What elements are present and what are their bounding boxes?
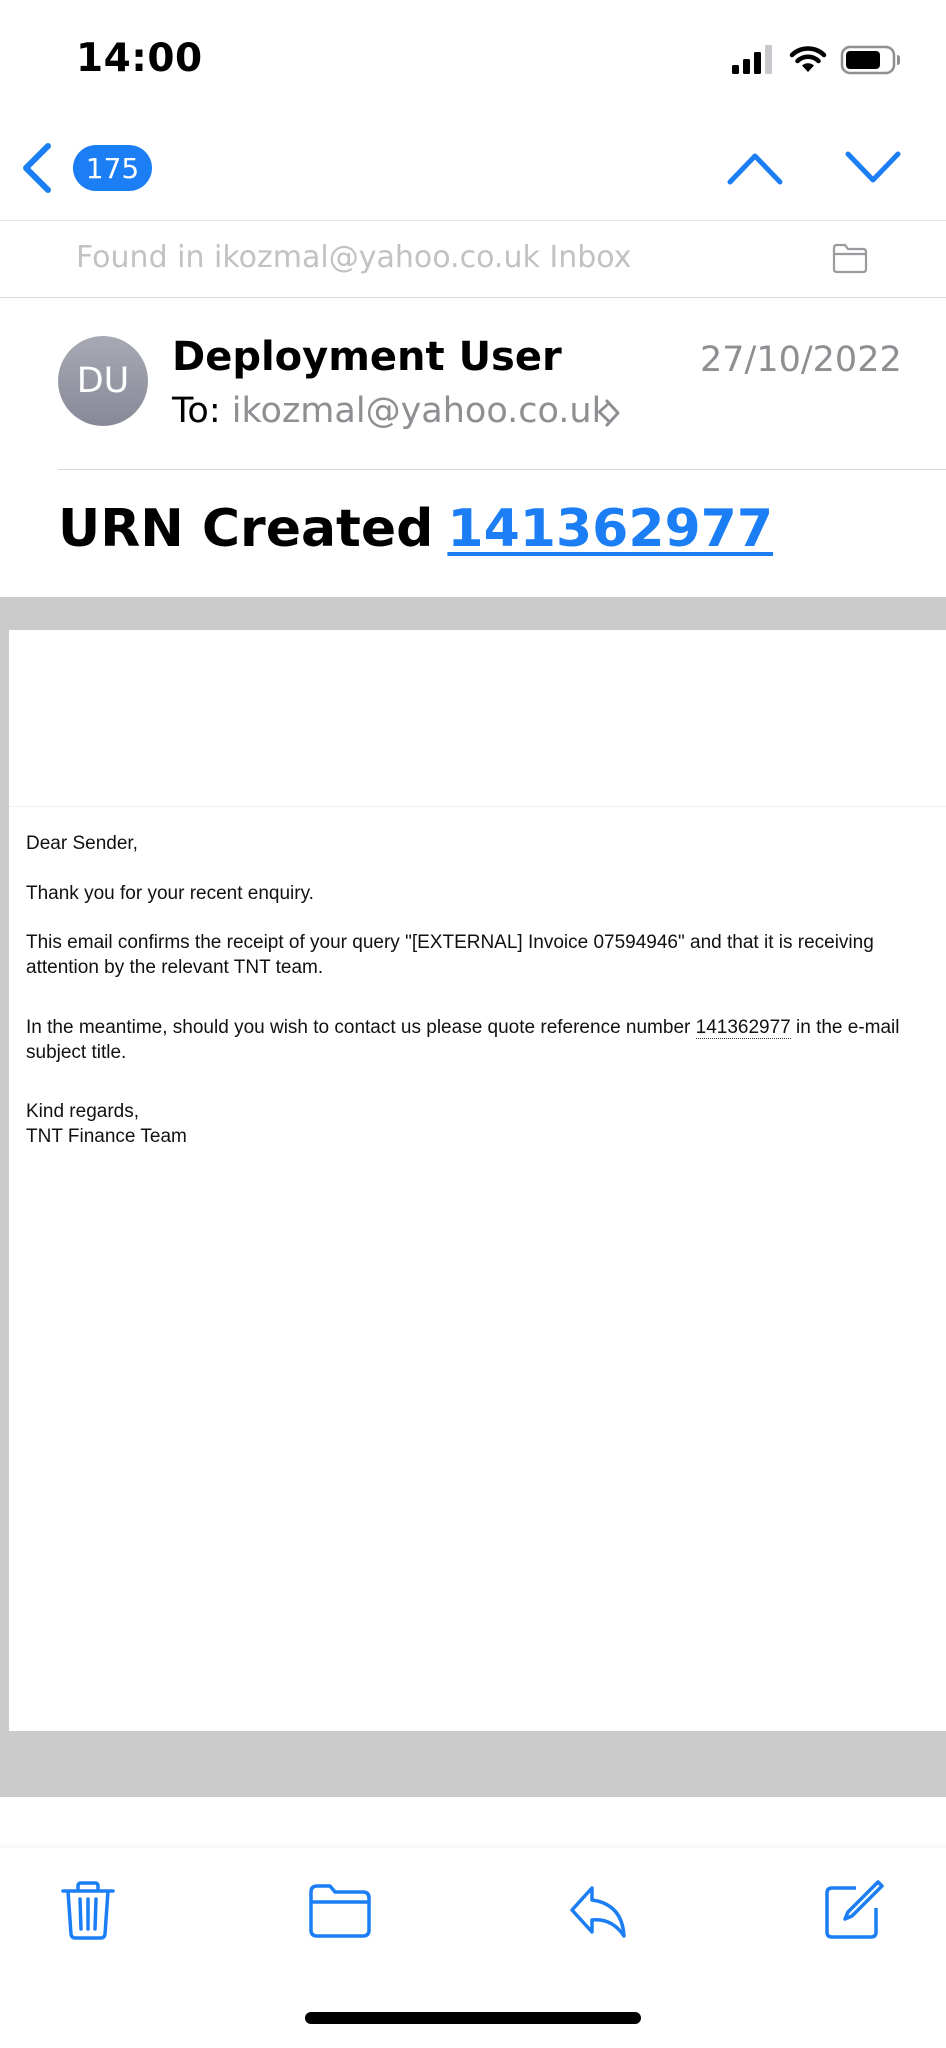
bottom-toolbar — [0, 1798, 946, 2048]
header-divider — [58, 469, 946, 470]
thanks-text: Thank you for your recent enquiry. — [26, 883, 314, 904]
to-label: To: — [172, 391, 221, 431]
move-to-folder-icon[interactable] — [308, 1878, 372, 1942]
recipient-line[interactable] — [172, 388, 612, 434]
message-date: 27/10/2022 — [700, 340, 902, 380]
greeting-text: Dear Sender, — [26, 833, 138, 854]
chevron-right-icon[interactable] — [604, 398, 622, 428]
wifi-icon — [788, 44, 828, 76]
reply-icon[interactable] — [566, 1878, 630, 1942]
reference-text-after: in the e-mail subject title. — [26, 1017, 900, 1063]
cellular-signal-icon — [730, 44, 776, 76]
trash-icon[interactable] — [56, 1878, 120, 1942]
message-subject — [58, 496, 773, 562]
reference-paragraph — [26, 1015, 926, 1065]
subject-reference-link[interactable]: 141362977 — [447, 499, 774, 559]
recipient-address: ikozmal@yahoo.co.uk — [231, 391, 612, 431]
status-time: 14:00 — [76, 36, 203, 81]
reference-number-link[interactable]: 141362977 — [695, 1017, 791, 1038]
reference-text-before: In the meantime, should you wish to contact us please quote reference number — [26, 1017, 696, 1038]
folder-icon[interactable] — [832, 242, 868, 274]
back-chevron-icon[interactable] — [18, 142, 58, 194]
compose-icon[interactable] — [822, 1878, 886, 1942]
sender-name[interactable]: Deployment User — [172, 334, 562, 380]
home-indicator[interactable] — [305, 2012, 641, 2024]
team-signature: TNT Finance Team — [26, 1126, 187, 1147]
unread-count-badge[interactable]: 175 — [73, 145, 152, 191]
signoff-text: Kind regards, — [26, 1101, 140, 1122]
subject-text: URN Created — [58, 499, 434, 559]
previous-message-chevron-up-icon[interactable] — [726, 148, 784, 188]
confirmation-text: This email confirms the receipt of your query "[EXTERNAL] Invoice 07594946" and that it is receiving attention by the relevant TNT team. — [26, 932, 874, 978]
next-message-chevron-down-icon[interactable] — [844, 148, 902, 188]
body-divider — [9, 806, 946, 807]
toolbar-separator — [0, 1842, 946, 1848]
battery-icon — [840, 44, 902, 76]
found-in-label: Found in ikozmal@yahoo.co.uk Inbox — [76, 240, 632, 275]
sender-avatar: DU — [58, 336, 148, 426]
message-body-page[interactable] — [9, 630, 946, 1731]
